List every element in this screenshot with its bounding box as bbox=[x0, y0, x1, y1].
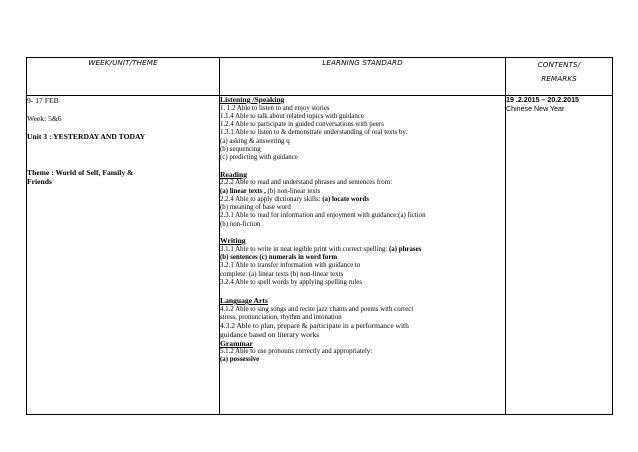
text: 3.2.1 Able to transfer information with guidance to bbox=[220, 262, 361, 270]
bold-text: (a) linear texts , bbox=[220, 187, 268, 195]
text: 4.3.2 Able to plan, prepare & participate in a performance with bbox=[220, 321, 409, 331]
standard-line bbox=[220, 271, 505, 279]
standard-line bbox=[220, 113, 505, 121]
standard-line bbox=[220, 246, 505, 254]
text: 5.1.2 Able to use pronouns correctly and appropriately: bbox=[220, 348, 373, 356]
section-heading: Listening /Speaking bbox=[220, 95, 285, 104]
standard-line bbox=[220, 356, 505, 364]
header-contents-remarks bbox=[506, 58, 613, 96]
text: 2.2.2 Able to read and understand phrases and sentences from: bbox=[220, 179, 393, 187]
standard-line bbox=[220, 221, 505, 229]
text: 3.2.4 Able to spell words by applying spelling rules bbox=[220, 278, 363, 286]
bold-text: (a) locate words bbox=[322, 195, 369, 203]
header-row bbox=[27, 58, 613, 96]
header-week-unit-theme: WEEK/UNIT/THEME bbox=[27, 58, 220, 96]
section-writing bbox=[220, 237, 505, 287]
header-contents-line1: CONTENTS/ bbox=[537, 60, 581, 69]
text: 1.1.4 Able to talk about related topics with guidance bbox=[220, 112, 364, 120]
bold-text: (a) phrases bbox=[388, 245, 422, 253]
section-heading: Reading bbox=[220, 169, 248, 179]
header-learning-standard: LEARNING STANDARD bbox=[220, 58, 506, 96]
standard-line bbox=[220, 262, 505, 270]
text: (b) sequencing bbox=[220, 146, 261, 154]
text: 1. 1.2 Able to listen to and enjoy stories bbox=[220, 104, 330, 112]
theme-line-2: Friends bbox=[27, 177, 52, 186]
standard-line bbox=[220, 154, 505, 162]
week-label: Week: 5&6 bbox=[27, 114, 62, 123]
standard-line bbox=[220, 204, 505, 212]
section-heading: Writing bbox=[220, 236, 246, 246]
text: (c) predicting with guidance bbox=[220, 154, 298, 162]
unit-title: Unit 3 : YESTERDAY AND TODAY bbox=[27, 132, 146, 141]
text: stress, pronunciation, rhythm and intonation bbox=[220, 314, 342, 322]
theme-line-1: Theme : World of Self, Family & bbox=[27, 168, 134, 177]
header-contents-line2: REMARKS bbox=[541, 74, 577, 83]
text: 4.1.2 Able to sing songs and recite jazz chants and poems with correct bbox=[220, 305, 414, 313]
standard-line bbox=[220, 279, 505, 287]
text: 1.2.4 Able to participate in guided conversations with peers bbox=[220, 121, 384, 129]
text: complete: (a) linear texts (b) non-linear texts bbox=[220, 270, 344, 278]
standard-line bbox=[220, 348, 505, 356]
standard-line bbox=[220, 179, 505, 187]
text: 2.2.4 Able to apply dictionary skills: bbox=[220, 195, 323, 203]
section-grammar bbox=[220, 340, 505, 365]
text: guidance based on literary works bbox=[220, 329, 320, 339]
standard-line bbox=[220, 129, 505, 137]
standard-line bbox=[220, 105, 505, 113]
bold-text: (a) possessive bbox=[220, 356, 260, 364]
remarks-dates: 19 .2.2015 – 20.2.2015 bbox=[506, 96, 579, 104]
contents-remarks-cell bbox=[506, 96, 613, 415]
text: 3.1.1 Able to write in neat legible print with correct spelling: bbox=[220, 245, 389, 253]
section-heading: Grammar bbox=[220, 338, 253, 348]
standard-line bbox=[220, 254, 505, 262]
date-range: 9- 17 FEB bbox=[27, 96, 59, 105]
standard-line bbox=[220, 138, 505, 146]
standard-line bbox=[220, 306, 505, 314]
text: (b) non-linear texts bbox=[267, 187, 321, 195]
remarks-note: Chinese New Year bbox=[506, 105, 565, 114]
text: (b) meaning of base word bbox=[220, 204, 291, 212]
section-heading: Language Arts bbox=[220, 296, 268, 306]
lesson-plan-table bbox=[26, 57, 613, 415]
body-row bbox=[27, 96, 613, 415]
bold-text: (b) sentences (c) numerals in word form bbox=[220, 253, 338, 261]
standard-line bbox=[220, 196, 505, 204]
section-listening-speaking bbox=[220, 96, 505, 163]
section-language-arts bbox=[220, 297, 505, 339]
standard-line bbox=[220, 331, 505, 340]
standard-line bbox=[220, 146, 505, 154]
standard-line bbox=[220, 212, 505, 220]
standard-line bbox=[220, 121, 505, 129]
section-reading bbox=[220, 171, 505, 229]
text: (a) asking & answering q bbox=[220, 137, 290, 145]
learning-standard-cell bbox=[220, 96, 506, 415]
text: (b) non-fiction bbox=[220, 220, 261, 228]
text: 1.3.1 Able to listen to & demonstrate understanding of oral texts by: bbox=[220, 129, 408, 137]
text: 2.3.1 Able to read for information and enjoyment with guidance:(a) fiction bbox=[220, 212, 426, 220]
standard-line bbox=[220, 188, 505, 196]
week-unit-theme-cell bbox=[27, 96, 220, 415]
